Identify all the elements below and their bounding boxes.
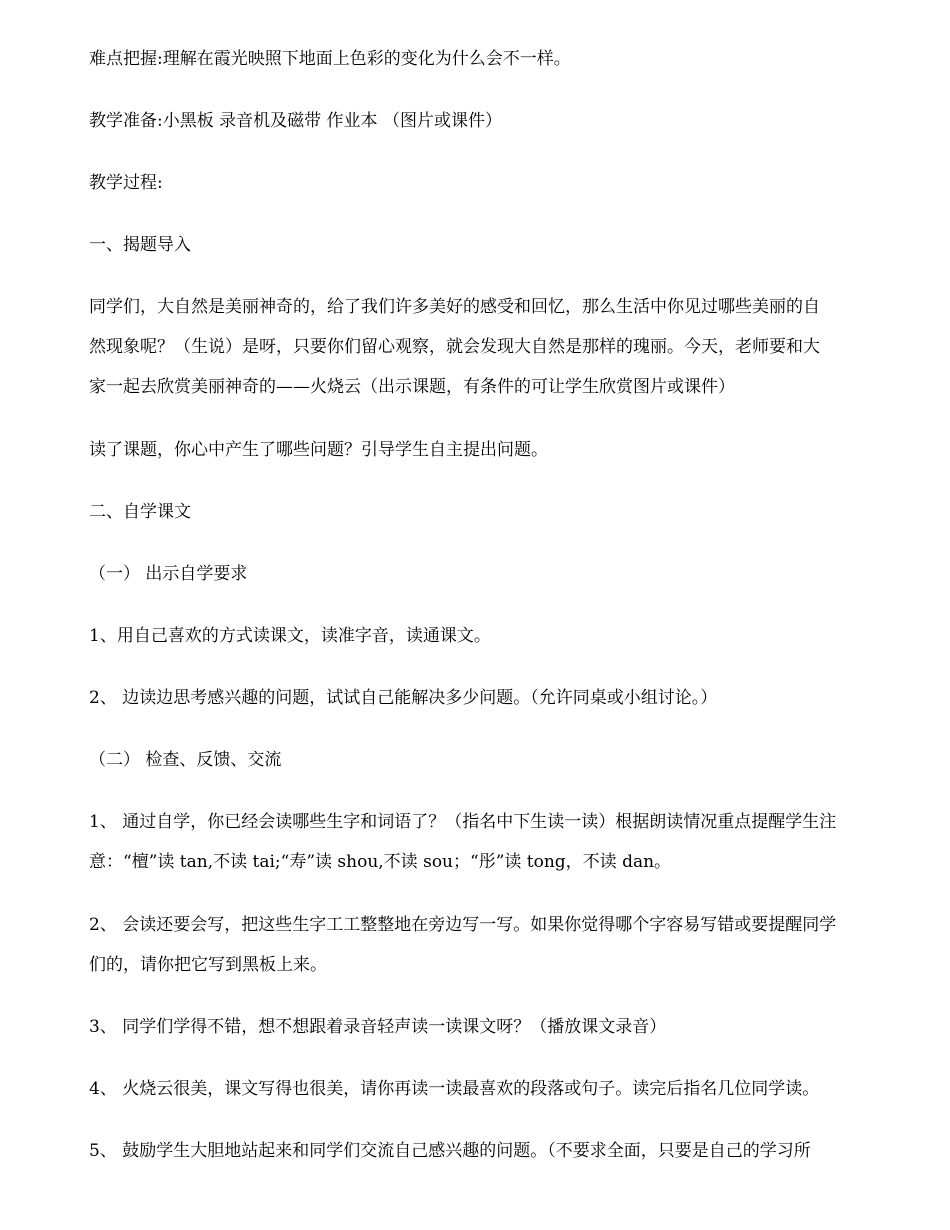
paragraph-line: 家一起去欣赏美丽神奇的——火烧云（出示课题，有条件的可让学生欣赏图片或课件） — [89, 377, 735, 397]
list-item-continuation: 意：“檀”读 tan,不读 tai;“寿”读 shou,不读 sou；“彤”读 tong，不读 dan。 — [89, 852, 672, 872]
paragraph-line: 然现象呢？（生说）是呀，只要你们留心观察，就会发现大自然是那样的瑰丽。今天，老师要和大 — [89, 337, 820, 357]
preparation-line: 教学准备:小黑板 录音机及磁带 作业本 （图片或课件） — [89, 111, 502, 131]
difficulty-line: 难点把握:理解在霞光映照下地面上色彩的变化为什么会不一样。 — [89, 49, 571, 69]
list-item: 2、 会读还要会写，把这些生字工工整整地在旁边写一写。如果你觉得哪个字容易写错或要提醒同学 — [89, 915, 837, 935]
list-item: 5、 鼓励学生大胆地站起来和同学们交流自己感兴趣的问题。（不要求全面，只要是自己的学习所 — [89, 1141, 811, 1161]
section-heading-2: 二、自学课文 — [89, 502, 191, 522]
process-heading: 教学过程: — [89, 173, 163, 193]
list-item-continuation: 们的，请你把它写到黑板上来。 — [89, 955, 327, 975]
paragraph-line: 同学们，大自然是美丽神奇的，给了我们许多美好的感受和回忆，那么生活中你见过哪些美丽的自 — [89, 297, 820, 317]
list-item: 1、用自己喜欢的方式读课文，读准字音，读通课文。 — [89, 626, 491, 646]
list-item: 3、 同学们学得不错，想不想跟着录音轻声读一读课文呀？（播放课文录音） — [89, 1017, 667, 1037]
list-item: 4、 火烧云很美，课文写得也很美，请你再读一读最喜欢的段落或句子。读完后指名几位同学读。 — [89, 1079, 820, 1099]
subsection-heading-2: （二） 检查、反馈、交流 — [89, 750, 282, 770]
section-heading-1: 一、揭题导入 — [89, 235, 191, 255]
list-item: 1、 通过自学，你已经会读哪些生字和词语了？（指名中下生读一读）根据朗读情况重点提醒学生注 — [89, 812, 837, 832]
list-item: 2、 边读边思考感兴趣的问题，试试自己能解决多少问题。（允许同桌或小组讨论。） — [89, 688, 718, 708]
subsection-heading-1: （一） 出示自学要求 — [89, 564, 248, 584]
paragraph-line: 读了课题，你心中产生了哪些问题？引导学生自主提出问题。 — [89, 440, 548, 460]
